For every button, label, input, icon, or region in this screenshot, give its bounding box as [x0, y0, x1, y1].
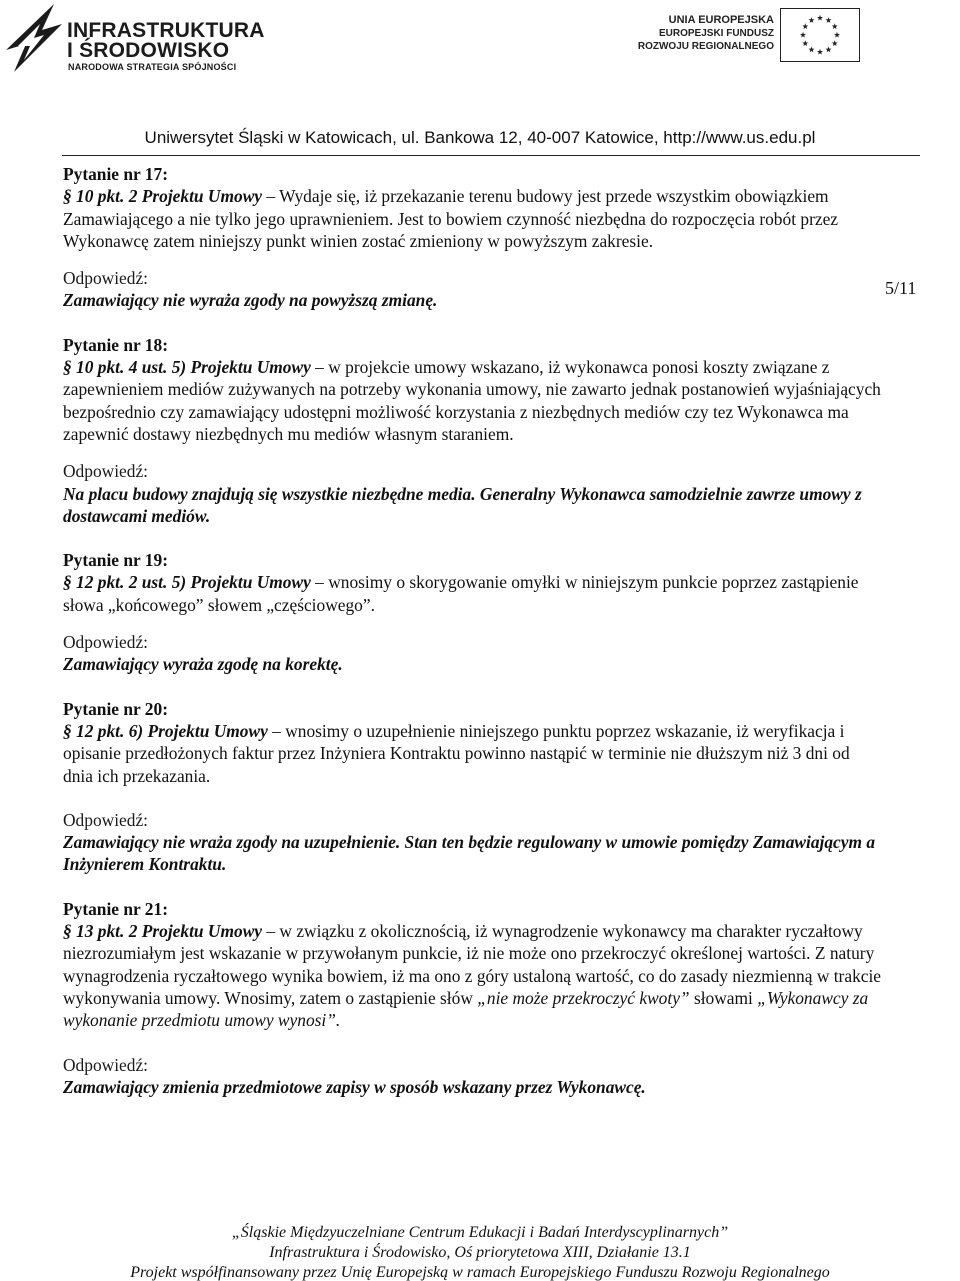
header-divider [62, 155, 920, 156]
question-19 [63, 549, 883, 675]
answer-text: Na placu budowy znajdują się wszystkie niezbędne media. Generalny Wykonawca samodzielnie zawrze umowy z dostawcami mediów. [63, 483, 862, 526]
answer-label: Odpowiedź: [63, 632, 149, 653]
answer-label: Odpowiedź: [63, 1054, 149, 1075]
eu-star-icon [817, 49, 823, 55]
question-body: – wnosimy o skorygowanie omyłki w niniejszym punkcie poprzez zastąpienie słowa „końcowego” słowem „częściowego”. [63, 572, 859, 615]
eu-star-icon [802, 23, 808, 29]
eu-star-icon [817, 15, 823, 21]
question-21 [63, 898, 883, 1098]
question-text [63, 185, 883, 252]
answer-label: Odpowiedź: [63, 809, 149, 830]
logo-line-1: INFRASTRUKTURA [67, 19, 265, 42]
footer-line-2: Infrastruktura i Środowisko, Oś priorytetowa XIII, Działanie 13.1 [269, 1244, 691, 1261]
eu-star-icon [825, 47, 831, 53]
answer-label: Odpowiedź: [63, 461, 149, 482]
answer-text: Zamawiający zmienia przedmiotowe zapisy w sposób wskazany przez Wykonawcę. [63, 1076, 646, 1097]
question-body: – Wydaje się, iż przekazanie terenu budowy jest przede wszystkim obowiązkiem Zamawiającego a nie tylko jego uprawnieniem. Jest to bowiem czynność niezbędna do rozpoczęcia robót przez Wykonawcę zatem niniejszy punkt winien zostać zmieniony w powyższym zakresie. [63, 186, 839, 251]
eu-line-3: ROZWOJU REGIONALNEGO [637, 41, 774, 52]
question-title: Pytanie nr 17: [63, 164, 168, 184]
page-header [0, 0, 960, 80]
question-title: Pytanie nr 18: [63, 334, 168, 355]
eu-star-icon [808, 17, 814, 23]
eu-line-1: UNIA EUROPEJSKA [668, 14, 774, 26]
eu-flag-icon [780, 8, 860, 62]
eu-star-icon [802, 40, 808, 46]
question-body-cont: słowami [689, 987, 758, 1008]
question-reference: § 12 pkt. 2 ust. 5) Projektu Umowy [63, 572, 311, 593]
infrastruktura-logo-icon [4, 2, 64, 74]
eu-line-2: EUROPEJSKI FUNDUSZ [658, 28, 774, 39]
quoted-phrase-2: „Wykonawcy za wykonanie przedmiotu umowy wynosi”. [63, 987, 869, 1031]
question-text [63, 920, 883, 1031]
question-reference: § 13 pkt. 2 Projektu Umowy [63, 921, 263, 942]
question-title: Pytanie nr 21: [63, 898, 168, 919]
document-body [63, 163, 883, 1098]
page-footer [0, 1223, 960, 1281]
eu-star-icon [832, 40, 838, 46]
answer-text: Zamawiający nie wraża zgody na uzupełnienie. Stan ten będzie regulowany w umowie pomiędzy Zamawiającym a Inżynierem Kontraktu. [63, 832, 876, 875]
question-reference: § 12 pkt. 6) Projektu Umowy [63, 720, 268, 741]
footer-line-1: „Śląskie Międzyuczelniane Centrum Edukacji i Badań Interdyscyplinarnych” [231, 1224, 729, 1241]
eu-logo-text [638, 14, 774, 53]
eu-star-icon [834, 32, 840, 38]
eu-star-icon [825, 17, 831, 23]
answer-label: Odpowiedź: [63, 268, 149, 289]
eu-star-icon [808, 47, 814, 53]
question-reference: § 10 pkt. 4 ust. 5) Projektu Umowy [63, 357, 311, 378]
footer-line-3: Projekt współfinansowany przez Unię Europejską w ramach Europejskiego Funduszu Rozwoju Regionalnego [130, 1264, 830, 1281]
question-reference: § 10 pkt. 2 Projektu Umowy [63, 186, 263, 207]
question-text [63, 720, 883, 787]
eu-star-icon [832, 23, 838, 29]
question-17 [63, 163, 883, 312]
logo-line-3: NARODOWA STRATEGIA SPÓJNOŚCI [68, 62, 237, 72]
question-text [63, 571, 883, 616]
question-title: Pytanie nr 19: [63, 550, 168, 571]
answer-text: Zamawiający nie wyraża zgody na powyższą zmianę. [63, 290, 438, 311]
question-title: Pytanie nr 20: [63, 698, 168, 719]
question-body: – wnosimy o uzupełnienie niniejszego punktu poprzez wskazanie, iż weryfikacja i opisanie przedłożonych faktur przez Inżyniera Kontraktu powinno nastąpić w terminie nie dłuższym niż 3 dni od dnia ich przekazania. [63, 720, 850, 786]
answer-text: Zamawiający wyraża zgodę na korektę. [63, 654, 343, 675]
page-number: 5/11 [885, 278, 917, 298]
eu-logo [636, 8, 860, 68]
question-20 [63, 698, 883, 876]
logo-line-2: I ŚRODOWISKO [67, 39, 230, 62]
question-body: – w projekcie umowy wskazano, iż wykonawca ponosi koszty związane z zapewnieniem mediów zużywanych na potrzeby wykonania umowy, nie zawarto jednak postanowień wyjaśniających bezpośrednio czy zamawiający udostępni możliwość korzystania z niezbędnych mediów czy tez Wykonawca ma zapewnić dostawy niezbędnych mu mediów własnym staraniem. [63, 357, 881, 444]
university-address: Uniwersytet Śląski w Katowicach, ul. Bankowa 12, 40-007 Katowice, http://www.us.edu.pl [144, 128, 816, 147]
eu-star-icon [800, 32, 806, 38]
question-text [63, 356, 883, 445]
quoted-phrase-1: „nie może przekroczyć kwoty” [477, 987, 690, 1008]
question-body: – w związku z okolicznością, iż wynagrodzenie wykonawcy ma charakter ryczałtowy niezrozumiałym jest wskazanie w przywołanym punkcie, iż nie może ono przekroczyć określonej wartości. Z natury wynagrodzenia ryczałtowego wynika bowiem, iż ma ono z góry ustaloną wartość, co do zasady niezmienną w trakcie wykonywania umowy. Wnosimy, zatem o zastąpienie słów [63, 921, 882, 1008]
infrastruktura-srodowisko-logo [4, 2, 265, 74]
question-18 [63, 334, 883, 527]
